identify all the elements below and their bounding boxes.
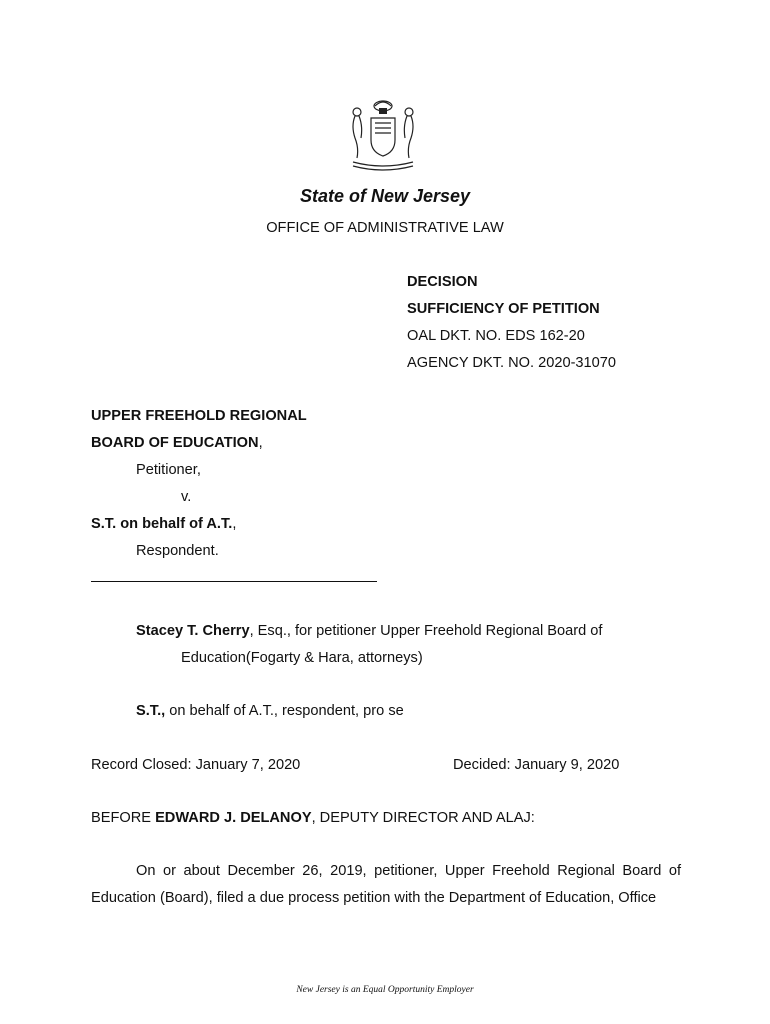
state-title: State of New Jersey — [299, 186, 471, 206]
body-paragraph-1 — [91, 858, 681, 912]
respondent-name-bold: S.T. on behalf of A.T. — [91, 516, 233, 532]
caption-rule — [91, 581, 377, 582]
footer-note: New Jersey is an Equal Opportunity Employer — [296, 985, 474, 995]
agency-docket-number: AGENCY DKT. NO. 2020-31070 — [407, 355, 617, 371]
petitioner-name-line2 — [91, 435, 263, 451]
respondent-role: Respondent. — [136, 543, 219, 559]
office-name: OFFICE OF ADMINISTRATIVE LAW — [266, 220, 504, 236]
counsel-appearance-line2: Education(Fogarty & Hara, attorneys) — [181, 650, 423, 666]
before-suffix: , DEPUTY DIRECTOR AND ALAJ: — [311, 810, 535, 826]
petitioner-name-bold: BOARD OF EDUCATION — [91, 435, 259, 451]
counsel-name: Stacey T. Cherry — [136, 623, 250, 639]
decided-date: Decided: January 9, 2020 — [453, 757, 620, 773]
before-line — [91, 810, 535, 826]
oal-docket-number: OAL DKT. NO. EDS 162-20 — [407, 328, 585, 344]
record-closed-date: Record Closed: January 7, 2020 — [91, 757, 301, 773]
judge-name: EDWARD J. DELANOY — [155, 810, 312, 826]
counsel-text-1: , Esq., for petitioner Upper Freehold Regional Board of — [249, 623, 603, 639]
body-paragraph-1-text: On or about December 26, 2019, petitioner, Upper Freehold Regional Board of Education (Board), filed a due process petition with the Department of Education, Office — [91, 863, 681, 906]
petitioner-name-line1: UPPER FREEHOLD REGIONAL — [91, 408, 307, 424]
versus: v. — [181, 489, 192, 505]
respondent-appearance-text: on behalf of A.T., respondent, pro se — [165, 703, 404, 719]
new-jersey-state-seal — [345, 96, 421, 172]
decision-label: DECISION — [407, 274, 478, 290]
before-prefix: BEFORE — [91, 810, 156, 826]
petitioner-role: Petitioner, — [136, 462, 201, 478]
sufficiency-label: SUFFICIENCY OF PETITION — [407, 301, 600, 317]
respondent-name-line — [91, 516, 236, 532]
respondent-comma: , — [232, 516, 237, 532]
respondent-appearance — [136, 703, 404, 719]
counsel-appearance-line1 — [136, 623, 602, 639]
petitioner-comma: , — [258, 435, 263, 451]
respondent-appearance-name: S.T., — [136, 703, 166, 719]
